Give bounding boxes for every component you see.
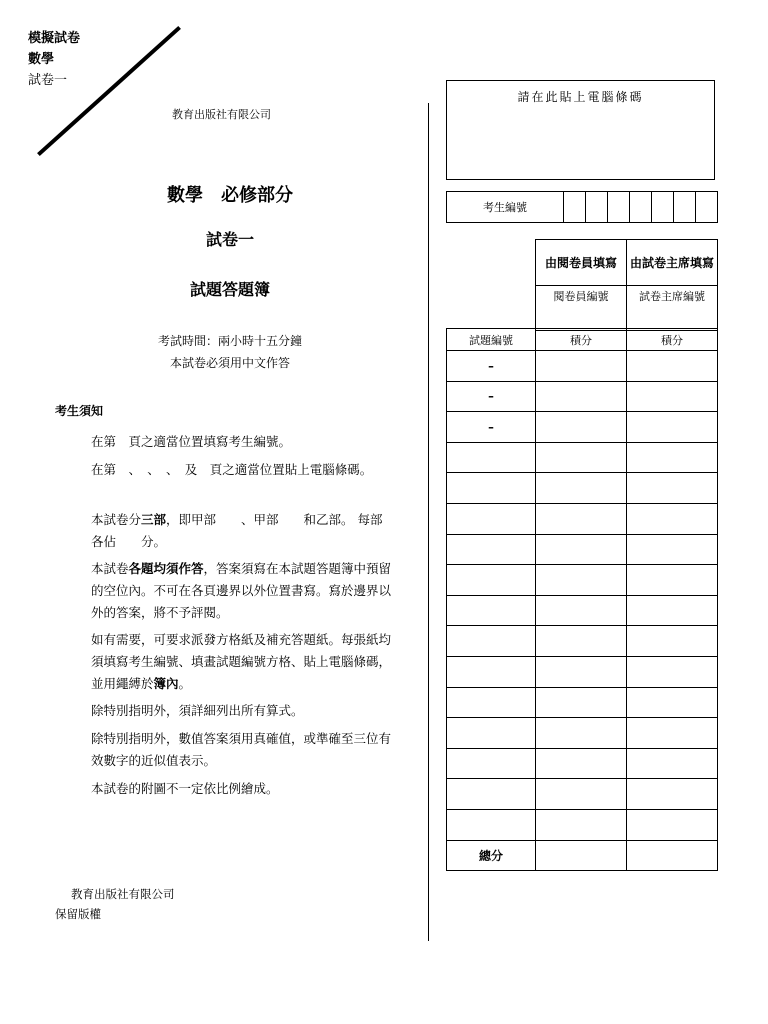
question-number-cell[interactable]: [447, 503, 536, 534]
instruction-4: [91, 558, 393, 624]
instruction-3-text-b: ，即甲部 、甲部 和乙部。 每部各佔 分。: [91, 512, 383, 549]
total-label: 總分: [447, 840, 536, 871]
chief-score-cell[interactable]: [627, 381, 718, 412]
marker-score-cell[interactable]: [536, 534, 627, 565]
candidate-digit-box[interactable]: [608, 192, 630, 223]
table-row: [447, 381, 718, 412]
marker-score-cell[interactable]: [536, 595, 627, 626]
candidate-digit-box[interactable]: [564, 192, 586, 223]
chief-score-cell[interactable]: [627, 595, 718, 626]
question-number-cell[interactable]: [447, 595, 536, 626]
publisher-bottom: 教育出版社有限公司: [71, 887, 175, 901]
table-row: [447, 473, 718, 504]
chief-score-cell[interactable]: [627, 351, 718, 382]
barcode-label: 請在此貼上電腦條碼: [517, 90, 644, 104]
chief-score-cell[interactable]: [627, 687, 718, 718]
chief-score-cell[interactable]: [627, 626, 718, 657]
page-title: 數學 必修部分: [167, 185, 293, 206]
instruction-5-text-a: 如有需要，可要求派發方格紙及補充答題紙。每張紙均須填寫考生編號、填畫試題編號方格、貼上電腦條碼，並用繩縛於: [91, 632, 392, 691]
barcode-box: [446, 80, 715, 180]
marker-score-cell[interactable]: [536, 503, 627, 534]
booklet-title: 試題答題簿: [189, 280, 270, 299]
marker-score-cell[interactable]: [536, 718, 627, 749]
instruction-3: [91, 509, 393, 553]
marker-score-cell[interactable]: [536, 748, 627, 779]
table-row: [447, 595, 718, 626]
corner-mock-paper: 模擬試卷: [28, 31, 81, 46]
instruction-4-text-a: 本試卷: [91, 561, 129, 576]
question-number-cell: –: [447, 381, 536, 412]
question-number-cell[interactable]: [447, 565, 536, 596]
marker-score-cell[interactable]: [536, 626, 627, 657]
table-row: [447, 412, 718, 443]
instruction-6: 除特別指明外，須詳細列出所有算式。: [91, 703, 304, 718]
table-row: [447, 718, 718, 749]
instruction-5-emphasis: 簿內: [153, 676, 179, 691]
candidate-digit-box[interactable]: [630, 192, 652, 223]
chief-score-cell[interactable]: [627, 809, 718, 840]
table-row: [447, 656, 718, 687]
table-row: [447, 626, 718, 657]
question-number-cell[interactable]: [447, 718, 536, 749]
marker-total-cell[interactable]: [536, 840, 627, 871]
instruction-1: 在第 頁之適當位置填寫考生編號。: [91, 434, 292, 449]
marker-score-cell[interactable]: [536, 381, 627, 412]
vertical-divider: [428, 103, 429, 941]
publisher-top: 教育出版社有限公司: [172, 108, 271, 121]
chief-score-cell[interactable]: [627, 656, 718, 687]
candidate-digit-box[interactable]: [652, 192, 674, 223]
instruction-2: 在第 、 、 、 及 頁之適當位置貼上電腦條碼。: [91, 462, 373, 477]
question-number-cell[interactable]: [447, 626, 536, 657]
corner-subject: 數學: [28, 52, 55, 67]
question-number-cell[interactable]: [447, 656, 536, 687]
chief-score-cell[interactable]: [627, 412, 718, 443]
question-number-cell[interactable]: [447, 779, 536, 810]
chief-score-cell[interactable]: [627, 503, 718, 534]
paper-title: 試卷一: [205, 230, 254, 249]
chief-examiner-header: 由試卷主席填寫: [627, 240, 718, 286]
copyright-notice: 保留版權: [55, 907, 101, 921]
marker-table: [535, 239, 718, 331]
chief-score-cell[interactable]: [627, 442, 718, 473]
chief-examiner-number-field[interactable]: 試卷主席編號: [627, 286, 718, 331]
score-table-header-row: [447, 329, 718, 351]
marker-score-cell[interactable]: [536, 656, 627, 687]
question-number-cell: –: [447, 351, 536, 382]
marker-score-cell[interactable]: [536, 687, 627, 718]
chief-score-cell[interactable]: [627, 748, 718, 779]
instruction-3-text-a: 本試卷分: [91, 512, 142, 527]
chief-total-cell[interactable]: [627, 840, 718, 871]
table-row: [447, 748, 718, 779]
candidate-digit-box[interactable]: [674, 192, 696, 223]
total-row: [447, 840, 718, 871]
instruction-8: 本試卷的附圖不一定依比例繪成。: [91, 781, 279, 796]
table-row: [447, 779, 718, 810]
notice-heading: 考生須知: [55, 404, 104, 418]
question-number-header: 試題編號: [447, 329, 536, 351]
marker-score-cell[interactable]: [536, 565, 627, 596]
candidate-digit-box[interactable]: [696, 192, 718, 223]
exam-time: 考試時間：兩小時十五分鐘: [157, 334, 302, 348]
question-number-cell[interactable]: [447, 473, 536, 504]
chief-score-cell[interactable]: [627, 779, 718, 810]
marker-score-cell[interactable]: [536, 412, 627, 443]
instruction-4-text-b: ，答案須寫在本試題答題簿中預留的空位內。不可在各頁邊界以外位置書寫。寫於邊界以外的答案，將不予評閱。: [91, 561, 392, 620]
marker-score-header: 積分: [536, 329, 627, 351]
instruction-7: 除特別指明外，數值答案須用真確值，或準確至三位有效數字的近似值表示。: [91, 731, 392, 768]
table-row: [447, 565, 718, 596]
instruction-3-emphasis: 三部: [141, 512, 167, 527]
candidate-digit-box[interactable]: [586, 192, 608, 223]
chief-score-cell[interactable]: [627, 565, 718, 596]
question-number-cell[interactable]: [447, 748, 536, 779]
instruction-5-text-b: 。: [178, 676, 192, 691]
question-number-cell[interactable]: [447, 809, 536, 840]
table-row: [447, 351, 718, 382]
table-row: [447, 534, 718, 565]
paper-corner-label: [28, 28, 80, 91]
chief-score-header: 積分: [627, 329, 718, 351]
question-number-cell[interactable]: [447, 687, 536, 718]
instruction-4-emphasis: 各題均須作答: [128, 561, 204, 576]
marker-number-field[interactable]: 閱卷員編號: [536, 286, 627, 331]
exam-language: 本試卷必須用中文作答: [169, 356, 290, 370]
candidate-number-table: [446, 191, 718, 223]
chief-score-cell[interactable]: [627, 718, 718, 749]
marker-score-cell[interactable]: [536, 351, 627, 382]
marker-score-cell[interactable]: [536, 779, 627, 810]
instruction-5: [91, 629, 393, 695]
marker-score-cell[interactable]: [536, 809, 627, 840]
chief-score-cell[interactable]: [627, 473, 718, 504]
marker-header: 由閱卷員填寫: [536, 240, 627, 286]
corner-paper-no: 試卷一: [28, 73, 68, 88]
question-number-cell: –: [447, 412, 536, 443]
chief-score-cell[interactable]: [627, 534, 718, 565]
marker-score-cell[interactable]: [536, 442, 627, 473]
candidate-number-label: 考生編號: [447, 192, 564, 223]
table-row: [447, 809, 718, 840]
table-row: [447, 442, 718, 473]
question-number-cell[interactable]: [447, 534, 536, 565]
marker-score-cell[interactable]: [536, 473, 627, 504]
question-number-cell[interactable]: [447, 442, 536, 473]
score-table: [446, 328, 718, 871]
table-row: [447, 503, 718, 534]
exam-info: [30, 330, 430, 374]
table-row: [447, 687, 718, 718]
